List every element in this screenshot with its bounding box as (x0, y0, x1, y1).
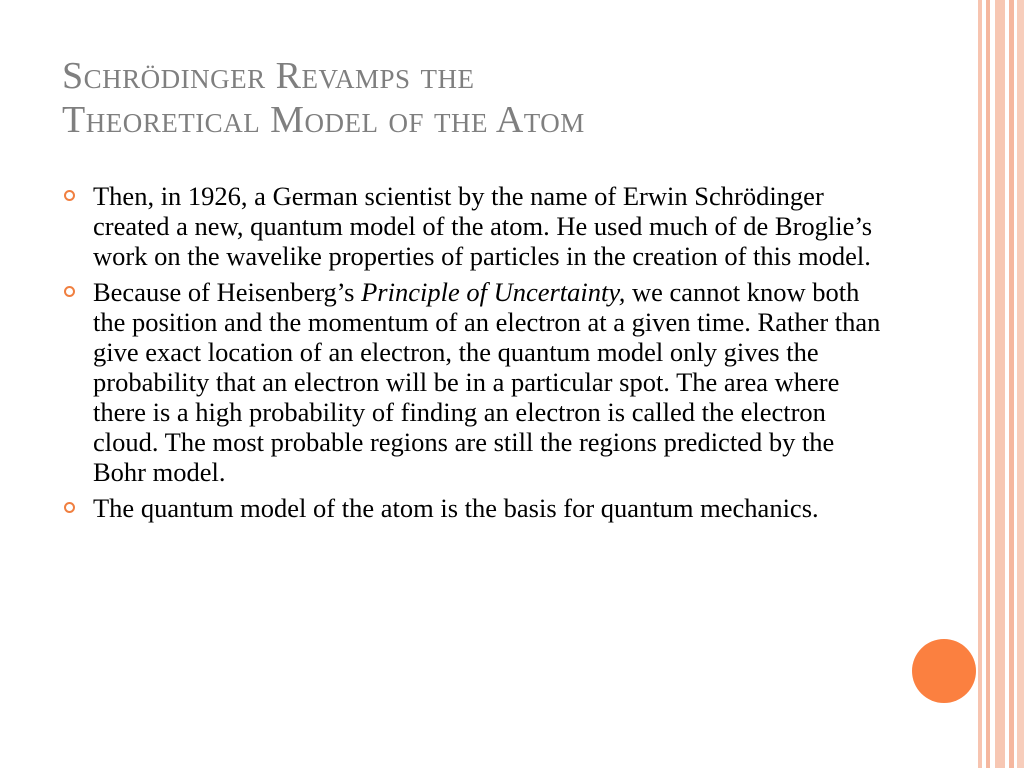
bullet-text-italic: Principle of Uncertainty, (361, 277, 626, 307)
decorative-stripes (976, 0, 1024, 768)
bullet-text: The quantum model of the atom is the basis for quantum mechanics. (93, 493, 819, 523)
bullet-item (62, 277, 892, 487)
bullet-circle-icon (64, 190, 75, 201)
stripe (1009, 0, 1014, 768)
title-line-1: Schrödinger Revamps the (62, 55, 475, 97)
bullet-list (62, 181, 892, 529)
bullet-circle-icon (64, 502, 75, 513)
slide-title (62, 54, 912, 142)
bullet-item (62, 181, 892, 271)
stripe (995, 0, 1005, 768)
bullet-item (62, 493, 892, 523)
stripe (978, 0, 982, 768)
decorative-circle-icon (912, 639, 976, 703)
title-line-2: Theoretical Model of the Atom (62, 99, 585, 141)
stripe (986, 0, 990, 768)
bullet-text-pre: Because of Heisenberg’s (93, 277, 362, 307)
bullet-circle-icon (64, 286, 75, 297)
stripe (1017, 0, 1024, 768)
bullet-text: Then, in 1926, a German scientist by the name of Erwin Schrödinger created a new, quantum model of the atom. He used much of de Broglie’s work on the wavelike properties of particles in the creation of this model. (93, 181, 873, 271)
bullet-text-post: we cannot know both the position and the momentum of an electron at a given time. Rather than give exact location of an electron, the quantum model only gives the probability that an electron will be in a particular spot. The area where there is a high probability of finding an electron is called the electron cloud. The most probable regions are still the regions predicted by the Bohr model. (93, 277, 881, 487)
